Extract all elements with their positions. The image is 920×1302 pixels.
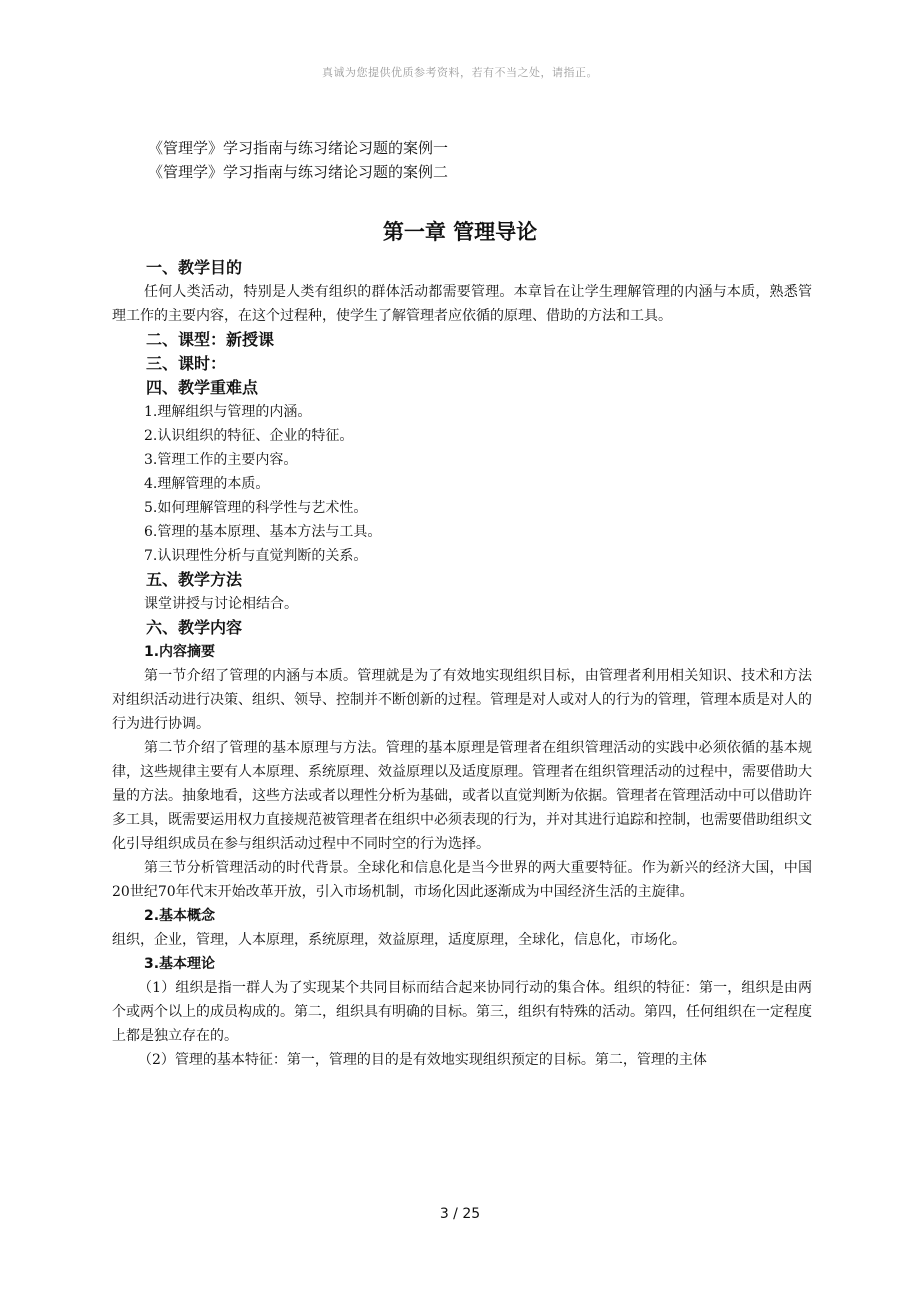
key-point-item: 5.如何理解管理的科学性与艺术性。 <box>144 500 368 516</box>
theory-paragraph: （1）组织是指一群人为了实现某个共同目标而结合起来协同行动的集合体。组织的特征：第一，组织是由两个或两个以上的成员构成的。第二，组织具有明确的目标。第三，组织有特殊的活动。第四，任何组织在一定程度上都是独立存在的。 <box>112 980 812 1044</box>
key-point-item: 6.管理的基本原理、基本方法与工具。 <box>144 524 382 540</box>
key-point-item: 3.管理工作的主要内容。 <box>144 452 298 468</box>
section-heading-content: 六、教学内容 <box>146 618 243 637</box>
section-heading-key-points: 四、教学重难点 <box>146 378 259 397</box>
summary-paragraph: 第二节介绍了管理的基本原理与方法。管理的基本原理是管理者在组织管理活动的实践中必须依循的基本规律，这些规律主要有人本原理、系统原理、效益原理以及适度原理。管理者在组织管理活动的过程中，需要借助大量的方法。抽象地看，这些方法或者以理性分析为基础，或者以直觉判断为依据。管理者在管理活动中可以借助许多工具，既需要运用权力直接规范被管理者在组织中必须表现的行为，并对其进行追踪和控制，也需要借助组织文化引导组织成员在参与组织活动过程中不同时空的行为选择。 <box>112 740 812 852</box>
theory-paragraph: （2）管理的基本特征：第一，管理的目的是有效地实现组织预定的目标。第二，管理的主体 <box>138 1052 707 1068</box>
header-watermark: 真诚为您提供优质参考资料，若有不当之处，请指正。 <box>322 66 598 79</box>
subheading-summary: 1.内容摘要 <box>144 644 216 660</box>
page-number: 3 / 25 <box>439 1206 481 1222</box>
section-heading-objectives: 一、教学目的 <box>146 258 243 277</box>
key-point-item: 7.认识理性分析与直觉判断的关系。 <box>144 548 368 564</box>
reference-item: 《管理学》学习指南与练习绪论习题的案例二 <box>148 163 449 181</box>
objectives-text: 任何人类活动，特别是人类有组织的群体活动都需要管理。本章旨在让学生理解管理的内涵与本质，熟悉管理工作的主要内容，在这个过程种，使学生了解管理者应依循的原理、借助的方法和工具。 <box>112 284 812 324</box>
key-point-item: 1.理解组织与管理的内涵。 <box>144 404 312 420</box>
chapter-title: 第一章 管理导论 <box>382 220 538 244</box>
section-heading-lesson-type: 二、课型：新授课 <box>146 330 275 349</box>
concepts-text: 组织，企业，管理，人本原理，系统原理，效益原理，适度原理，全球化，信息化，市场化。 <box>112 932 686 948</box>
reference-list <box>148 136 448 184</box>
subheading-theory: 3.基本理论 <box>144 956 216 972</box>
key-point-item: 2.认识组织的特征、企业的特征。 <box>144 428 354 444</box>
methods-text: 课堂讲授与讨论相结合。 <box>144 596 298 612</box>
section-heading-class-hours: 三、课时： <box>146 354 227 373</box>
summary-paragraph: 第一节介绍了管理的内涵与本质。管理就是为了有效地实现组织目标，由管理者利用相关知识、技术和方法对组织活动进行决策、组织、领导、控制并不断创新的过程。管理是对人或对人的行为的管理，管理本质是对人的行为进行协调。 <box>112 668 812 732</box>
subheading-concepts: 2.基本概念 <box>144 908 216 924</box>
chapter-content <box>112 256 812 1072</box>
summary-paragraph: 第三节分析管理活动的时代背景。全球化和信息化是当今世界的两大重要特征。作为新兴的经济大国，中国20世纪70年代末开始改革开放，引入市场机制，市场化因此逐渐成为中国经济生活的主旋律。 <box>112 860 812 900</box>
key-point-item: 4.理解管理的本质。 <box>144 476 270 492</box>
reference-item: 《管理学》学习指南与练习绪论习题的案例一 <box>148 139 449 157</box>
section-heading-methods: 五、教学方法 <box>146 570 243 589</box>
